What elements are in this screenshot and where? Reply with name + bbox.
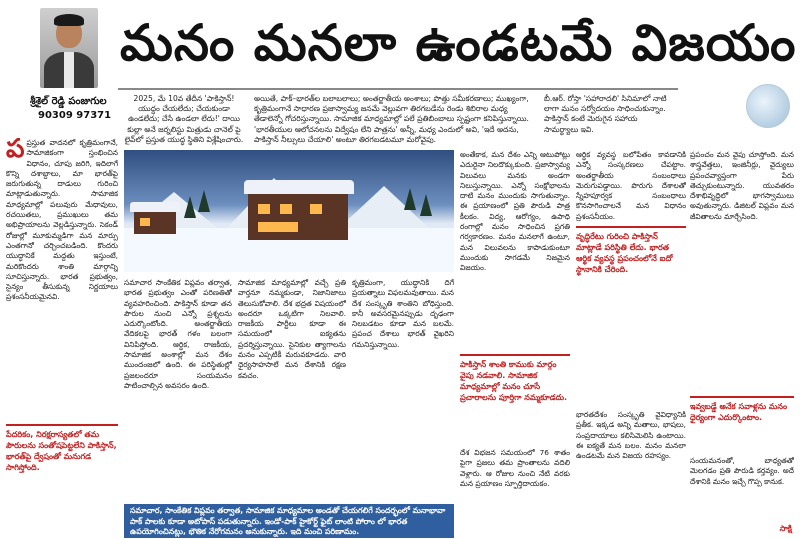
pull-quote-2: వృద్ధిరేటు గురించి పాకిస్తాన్ మాట్లాడే పరిస్థితి లేదు. భారత ఆర్థిక వ్యవస్థ ప్రపంచంలోనే ఐదో స్థానానికి చేరింది.: [576, 226, 686, 300]
pull-quote-3: పాకిస్తాన్ శాంతి కాముకు మార్గం వైపు నడవాలి. సామాజిక మాధ్యమాల్లో మనం చూసే ప్రచారాలను పూర్తిగా నమ్మకూడదు.: [460, 354, 570, 444]
body-col-2a: సమాచార సాంకేతిక విప్లవం తర్వాత, భారత ప్రభుత్వం ఎంతో పరిణతితో వ్యవహరించింది. పాకిస్తాన్ కూడా తన పౌరుల నుంచి ఎన్నో ప్రశ్నలను ఎదుర్కొంటోంది. అంతర్జాతీయ వేదికలపై భారత్ గళం బలంగా వినిపిస్తోంది. ఆర్థిక, రాజకీయ, సామాజిక అంశాల్లో మన దేశం ముందంజలో ఉంది. ఈ పరిస్థితుల్లో ప్రజలందరూ సంయమనం పాటించాల్సిన అవసరం ఉంది.: [124, 278, 232, 390]
body-col-3: అంతేకాక, మన దేశం ఎన్ని ఆటుపోట్లు ఎదురైనా నిలదొక్కుకుంది. ప్రజాస్వామ్య విలువలు మనకు అండగా నిలుస్తున్నాయి. ఎన్నో సంక్షోభాలను దాటి మనం ముందుకు సాగుతున్నాం. ఈ ప్రయాణంలో ప్రతి పౌరుడి పాత్ర కీలకం. విద్య, ఆరోగ్యం, ఉపాధి రంగాల్లో మనం సాధించిన ప్రగతి గర్వకారణం. మనం మనలాగే ఉంటూ, మన విలువలను కాపాడుకుంటూ ముందుకు సాగడమే నిజమైన విజయం.: [460, 150, 570, 273]
body-col-4b: భారతదేశం సంస్కృతి వైవిధ్యానికి ప్రతీక. ఇక్కడ అన్ని మతాలు, భాషలు, సంప్రదాయాలు కలిసిమెలిసి ఉంటాయి. ఈ ఐక్యతే మన బలం. మనం మనలా ఉండటమే మన విజయ రహస్యం.: [576, 410, 686, 461]
intro-quote-box: [118, 88, 678, 150]
body-col-4: ఆర్థిక వ్యవస్థ బలోపేతం కావడానికి ఎన్నో సంస్కరణలు చేపట్టాం. అంతర్జాతీయ సంబంధాలు మెరుగుపడ్డాయి. పొరుగు దేశాలతో స్నేహపూర్వక సంబంధాలు కొనసాగించాలనే మన విధానం ప్రశంసనీయం.: [576, 150, 686, 221]
author-phone: 90309 97371: [38, 110, 112, 121]
article-header: [0, 0, 800, 78]
intro-quote-col3: బీ.ఆర్. రోస్తా 'సహారాదలి' సినిమాలో నాటి లాగా మనం సర్వోదయం సాధించుకున్నాం. పాకిస్తాన్ కంటే మెరుగైన సహాయ సామర్థ్యాలు ఇవి.: [544, 94, 667, 134]
headline: మనం మనలా ఉండటమే విజయం: [120, 13, 797, 72]
body-col-2b: సామాజిక మాధ్యమాల్లో వచ్చే ప్రతి వార్తనూ నమ్మకుండా, నిజానిజాలు తెలుసుకోవాలి. దేశ భద్రత విషయంలో అందరూ ఒక్కటిగా నిలవాలి. రాజకీయ పార్టీలు కూడా ఈ సమయంలో ఐక్యతను ప్రదర్శిస్తున్నాయి. సైనికుల త్యాగాలను మనం ఎప్పటికీ మరువకూడదు. వారి ధైర్యసాహసాలే మన దేశానికి రక్షణ కవచం.: [238, 278, 346, 380]
body-col-1: [6, 138, 118, 420]
dropcap: ప: [6, 138, 25, 164]
author-name: శ్రీశైల్ రెడ్డి పంజుగుల: [30, 96, 107, 107]
decorative-logo-icon: [746, 84, 790, 128]
intro-quote-col1: 2025, మే 10వ తేదీన 'పాకిస్తాన్! యుద్ధం చేయలేదు; చేయకుండా ఉండలేదు; చేసే ఉండలా లేదు!' దాయి కుల్లా అనే జర్నలిస్టు మిత్రుడు చానెల్ పై లైవ్‌లో ప్రస్తుత యుద్ధ స్థితిని విశ్లేషించారు.: [124, 94, 244, 144]
pull-quote-4: ఇవ్వబడ్డే అనేక సవాళ్లను మనం ధైర్యంగా ఎదుర్కొంటాం.: [690, 396, 794, 452]
body-col-1-text: ప్రస్తుత వాదనలో కృత్రిమంగానే, సామాజికంగా స్తంభించిన విధానం, చూపు జరిగి, ఇదిలాగే కొన్ని దశాబ్దాలు, మా భారత్‌పై జరుగుతున్న దాడులు గురించి మాట్లాడుతున్నారు. సామాజిక మాధ్యమాల్లో పలువురు మేధావులు, రచయితలు, ప్రముఖులు తమ అభిప్రాయాలను వెల్లడిస్తున్నారు. సెకండ్ రోజుల్లో మూకుమ్మడిగా మన మార్పు ఎంతగానో చర్చించబడింది. కొందరు యుద్ధానికే మద్దతు ఇస్తుంటే, మరికొందరు శాంతి మార్గాన్ని సూచిస్తున్నారు. భారత ప్రభుత్వం, సైన్యం తీసుకున్న నిర్ణయాలు ప్రశంసనీయమైనవి.: [6, 138, 118, 302]
body-col-2c: కృత్రిమంగా, యుద్ధానికి దిగే ప్రయత్నాలు విఫలమవుతాయి. మన దేశ సంస్కృతి శాంతిని బోధిస్తుంది. కానీ అవసరమైనప్పుడు దృఢంగా నిలబడటం కూడా మన బలమే. ప్రపంచ దేశాలు భారత్ వైఖరిని గమనిస్తున్నాయి.: [352, 278, 454, 349]
pull-quote-1: పేదరికం, నిరక్షరాస్యతలో తమ పౌరులను సంతోషపెట్టలేని పాకిస్తాన్, భారత్‌పై ద్వేషంతో మనుగడ సాగిస్తోంది.: [6, 424, 118, 512]
body-col-3b: దేశ విభజన సమయంలో 76 శాతం పైగా ప్రజలు తమ ప్రాంతాలను వదిలి వెళ్లారు. ఆ రోజుల నుంచి నేటి వరకు మన ప్రయాణం స్ఫూర్తిదాయకం.: [460, 448, 570, 488]
author-photo: [40, 8, 98, 88]
highlight-banner: సమాచార, సాంకేతిక విప్లవం తర్వాత, సామాజిక మాధ్యమాల అండతో చేయగలిగే సందర్భంలో మనాభావా పాక్ పాలకు కూడా అటోపాస్ పడుతున్నారు. ఇండో-పాక్ హైకోర్ట్ ఫైట్ లాంటి పోరాం లో భారత ఉపయోగించినట్లు, భౌతిక నేరోగమనం అనుకున్నారు. ఇది మంచి పరిణామం.: [124, 504, 454, 538]
source-credit: సాక్షి: [779, 524, 792, 533]
article-photo: [124, 150, 454, 272]
body-col-5: ప్రపంచం మన వైపు చూస్తోంది. మన శాస్త్రవేత్తలు, ఇంజినీర్లు, వైద్యులు ప్రపంచవ్యాప్తంగా పేరు తెచ్చుకుంటున్నారు. యువతరం దేశాభివృద్ధిలో భాగస్వాములు అవుతున్నారు. డిజిటల్ విప్లవం మన జీవితాలను మార్చేసింది.: [690, 150, 794, 221]
intro-quote-col2: అయితే, పాక్–భారత్‌ల బలాబలాలు; అంతర్జాతీయ అంశాలు; పొత్తు సమీకరణాలు; ముఖ్యంగా, కృత్రిమంగానే సాధారణ ప్రజాస్వామ్య జనమే వెల్లువగా తిరగబడేను రెండు శిబిరాల మధ్య తేడాలెన్నో గోచరిస్తున్నాయి. సామాజిక మాధ్యమాల్లో పలే ప్రతిబింబాలు స్పష్టంగా కనిపిస్తున్నాయి. 'భారతీయుల ఆలోచనలను విద్వేషం లేని పాత్రను' అన్నీ, మధ్య ఎందులో అవి, 'ఇదే అదను, పాకిస్తాన్ నీల్సులు చేయాలి' అంటూ తిరగబడటమూ మరోవైపు.: [254, 94, 529, 144]
body-col-5b: సంయమనంతో, బాధ్యతతో మెలగడం ప్రతి పౌరుడి కర్తవ్యం. అదే దేశానికి మనం ఇచ్చే గొప్ప కానుక.: [690, 456, 794, 486]
